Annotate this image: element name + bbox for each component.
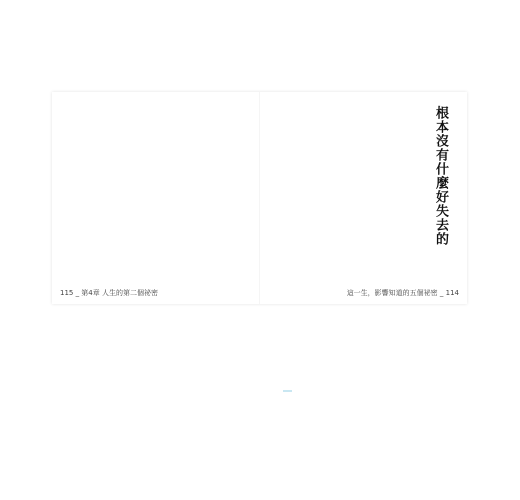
right-page-footer: 這一生，影響知道的五個祕密 _ 114 xyxy=(346,289,459,297)
right-column-5 xyxy=(359,106,370,274)
left-column-12 xyxy=(118,106,129,274)
right-page xyxy=(260,92,467,304)
left-column-2 xyxy=(228,106,239,274)
decorative-mark xyxy=(283,390,292,392)
left-column-10 xyxy=(140,106,151,274)
left-column-14 xyxy=(96,106,107,274)
left-page xyxy=(52,92,259,304)
left-column-7 xyxy=(173,106,184,274)
left-column-3 xyxy=(217,106,228,274)
left-column-5 xyxy=(195,106,206,274)
right-column-7 xyxy=(338,106,349,274)
left-page-text xyxy=(74,106,250,274)
left-column-16 xyxy=(74,106,85,274)
right-column-9 xyxy=(316,106,327,274)
right-column-11 xyxy=(294,106,305,274)
right-page-text xyxy=(272,106,414,274)
left-column-13 xyxy=(107,106,118,274)
left-column-11 xyxy=(129,106,140,274)
left-column-1 xyxy=(239,106,250,274)
right-column-2 xyxy=(392,106,403,274)
right-column-1 xyxy=(403,106,414,274)
right-column-10 xyxy=(305,106,316,274)
left-column-15 xyxy=(85,106,96,274)
right-column-13 xyxy=(272,106,283,274)
left-column-9 xyxy=(151,106,162,274)
book-spread xyxy=(52,92,467,304)
right-column-12 xyxy=(283,106,294,274)
right-column-8 xyxy=(327,106,338,274)
left-column-4 xyxy=(206,106,217,274)
chapter-heading: 根本沒有什麼好失去的 xyxy=(433,106,448,246)
left-column-6 xyxy=(184,106,195,274)
right-column-6 xyxy=(348,106,359,274)
right-column-3 xyxy=(381,106,392,274)
right-column-4 xyxy=(370,106,381,274)
left-page-footer: 115 _ 第4章 人生的第二個祕密 xyxy=(60,289,158,297)
left-column-8 xyxy=(162,106,173,274)
